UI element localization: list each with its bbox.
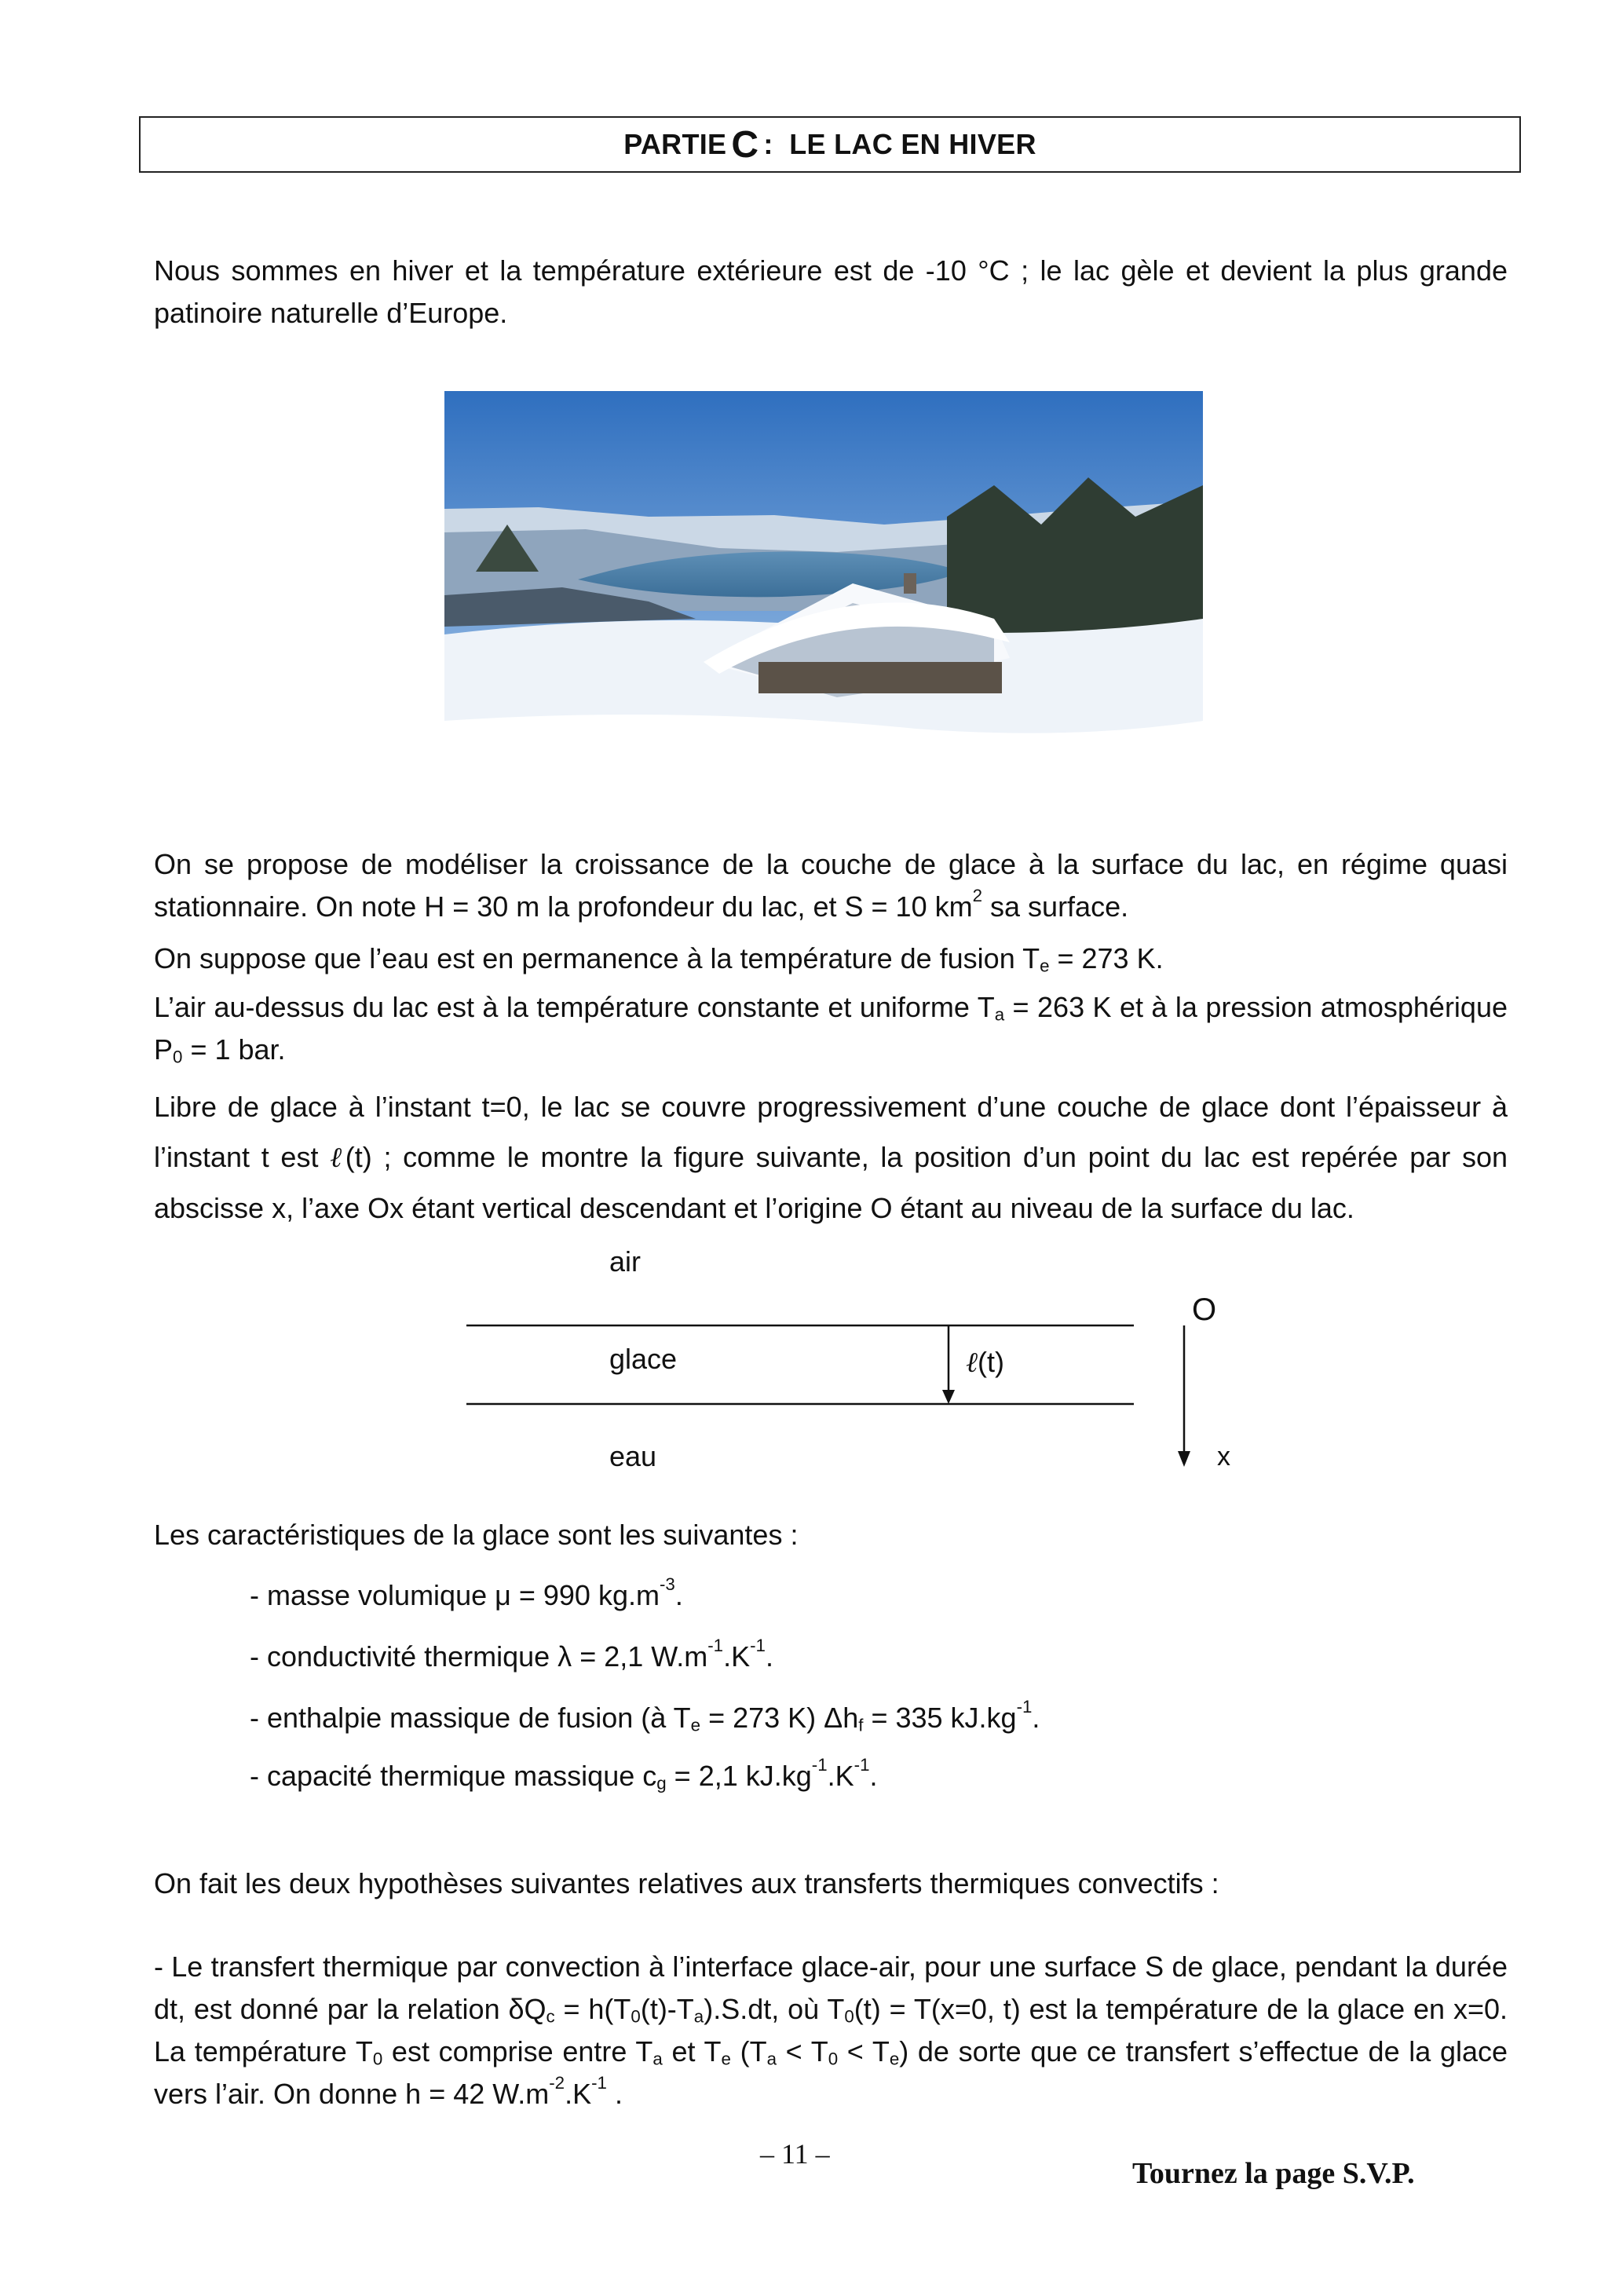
- air-label: air: [609, 1245, 642, 1278]
- glace-label: glace: [609, 1343, 678, 1375]
- model-paragraph-3: L’air au-dessus du lac est à la température constante et uniforme $T_a = 263$ K et à la pression atmosphérique $P_0 = 1$ bar.: [154, 991, 1508, 1067]
- hypothesis-1: - Le transfert thermique par convection à l’interface glace-air, pour une surface S de glace, pendant la durée dt, est donné par la relation $\delta Q_c = h(T_0(t)-T_a).S.dt$, où $T_0(t) = T(x=0$, t) est la température de la glace en x=0. La température $T_0$ est comprise entre $T_a$ et $T_e$ $(T_a < T_0 < T_e)$ de sorte que ce transfert s’effectue de la glace vers l’air. On donne h = 42 $W.m^{-2}.K^{-1}$ .: [154, 1951, 1508, 2110]
- model-paragraph-2: On suppose que l’eau est en permanence à la température de fusion $T_e = 273$ K.: [154, 942, 1164, 976]
- thickness-label: ℓ(t): [966, 1346, 1004, 1379]
- list-item: - conductivité thermique λ = 2,1 $W.m^{-1}.K^{-1}$.: [250, 1636, 773, 1673]
- x-axis-arrow-head: [1178, 1451, 1190, 1467]
- title-prefix: PARTIE: [623, 128, 727, 160]
- eau-label: eau: [609, 1440, 657, 1472]
- list-item: - capacité thermique massique $c_g = 2,1$ $kJ.kg^{-1}.K^{-1}$.: [250, 1755, 878, 1793]
- x-axis-label: x: [1217, 1442, 1230, 1472]
- winter-lake-photo: [444, 391, 1203, 779]
- hypotheses-heading: On fait les deux hypothèses suivantes relatives aux transferts thermiques convectifs :: [154, 1867, 1219, 1899]
- model-paragraph-1: On se propose de modéliser la croissance de la couche de glace à la surface du lac, en régime quasi stationnaire. On note H = 30 m la profondeur du lac, et S = 10 $km^2$ sa surface.: [154, 848, 1508, 923]
- model-paragraph-4: Libre de glace à l’instant t=0, le lac se couvre progressivement d’une couche de glace dont l’épaisseur à l’instant t est ℓ(t) ; comme le montre la figure suivante, la position d’un point du lac est repérée par son abscisse x, l’axe Ox étant vertical descendant et l’origine O étant au niveau de la surface du lac.: [154, 1091, 1508, 1224]
- characteristics-heading: Les caractéristiques de la glace sont les suivantes :: [154, 1519, 799, 1551]
- ice-layer-diagram: [463, 1241, 1264, 1476]
- section-title: [139, 116, 1521, 173]
- list-item: - enthalpie massique de fusion (à $T_e = 273$ K) $\Delta h_f = 335$ $kJ.kg^{-1}$.: [250, 1697, 1040, 1735]
- thickness-arrow-head: [942, 1390, 955, 1404]
- title-letter: C: [731, 123, 759, 166]
- title-suffix: : LE LAC EN HIVER: [763, 128, 1036, 160]
- origin-label: O: [1192, 1292, 1217, 1327]
- list-item: - masse volumique μ = 990 $kg.m^{-3}$.: [250, 1574, 683, 1611]
- intro-paragraph: Nous sommes en hiver et la température extérieure est de -10 °C ; le lac gèle et devient la plus grande patinoire naturelle d’Europe.: [154, 254, 1508, 329]
- page-number: – 11 –: [760, 2138, 830, 2170]
- turn-page-note: Tournez la page S.V.P.: [1132, 2157, 1415, 2190]
